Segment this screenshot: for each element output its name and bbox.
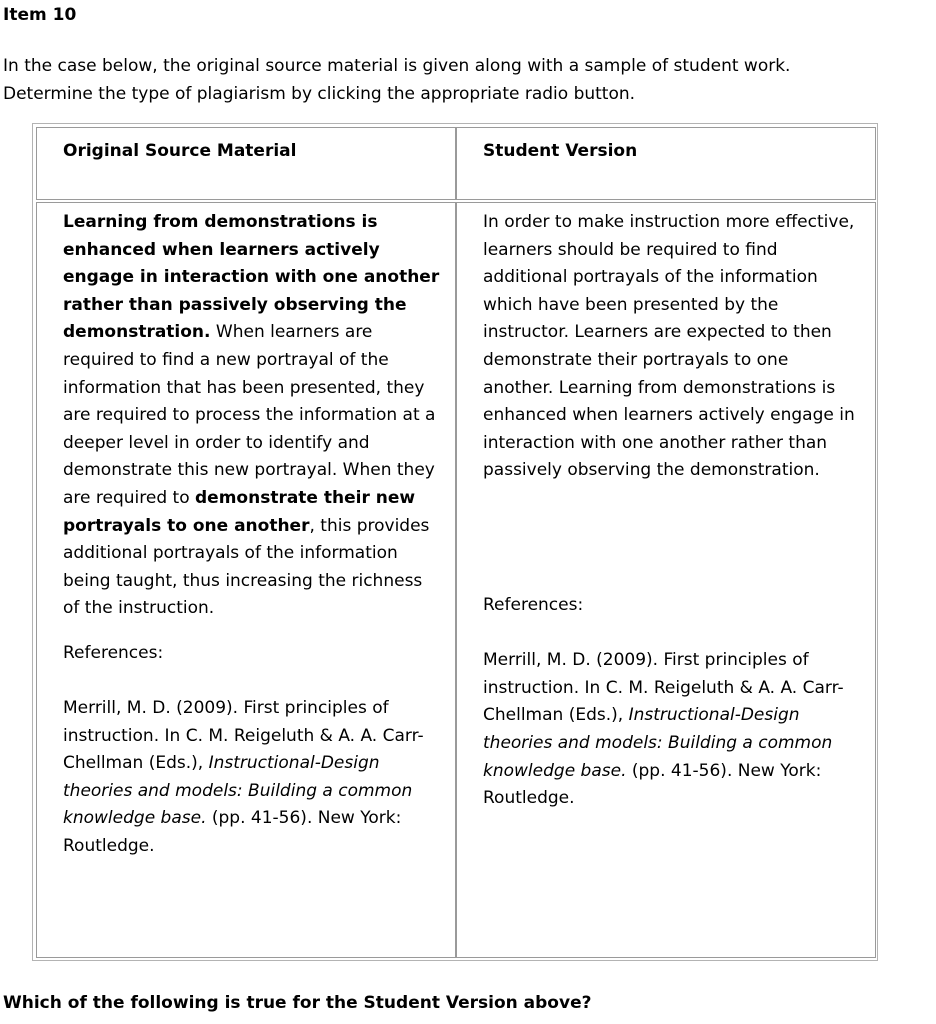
instructions-line-2: Determine the type of plagiarism by clicking the appropriate radio button. — [3, 83, 636, 104]
original-ref-part1: Merrill, M. D. (2009). First principles of instruction. In C. M. Reigeluth & A. A. Carr-Chellman (Eds.), — [63, 698, 424, 774]
original-header-cell — [36, 127, 456, 200]
original-ref-part2: (pp. 41-56). New York: Routledge. — [63, 808, 402, 857]
original-text-end: , this provides additional portrayals of the information being taught, thus increasing the richness of the instruction. — [63, 515, 430, 619]
instructions — [3, 53, 903, 108]
original-ref-italic: Instructional-Design theories and models: Building a common knowledge base. — [63, 753, 413, 829]
student-reference-citation — [483, 647, 858, 813]
instructions-line-1: In the case below, the original source material is given along with a sample of student work. — [3, 56, 791, 76]
original-source-cell — [36, 202, 456, 958]
original-header: Original Source Material — [63, 141, 297, 161]
original-bold-intro: Learning from demonstrations is enhanced when learners actively engage in interaction with one another rather than passively observing the demonstration. — [63, 212, 440, 343]
original-bold-middle: demonstrate their new portrayals to one another — [63, 487, 416, 536]
item-title: Item 10 — [3, 5, 77, 25]
student-header-cell — [456, 127, 876, 200]
student-ref-part1: Merrill, M. D. (2009). First principles of instruction. In C. M. Reigeluth & A. A. Carr-Chellman (Eds.), — [483, 650, 844, 726]
original-text-middle: When learners are required to find a new portrayal of the information that has been presented, they are required to process the information at a deeper level in order to identify and demonstrate this new portrayal. When they are required to — [63, 322, 436, 508]
student-version-cell — [456, 202, 876, 958]
student-references-label: References: — [483, 594, 584, 615]
student-paragraph: In order to make instruction more effective, learners should be required to find additional portrayals of the information which have been presented by the instructor. Learners are expected to then demonstrate their portrayals to one another. Learning from demonstrations is enhanced when learners actively engage in interaction with one another rather than passively observing the demonstration. — [483, 212, 855, 481]
original-references-label: References: — [63, 642, 164, 663]
student-header: Student Version — [483, 141, 638, 161]
student-ref-italic: Instructional-Design theories and models: Building a common knowledge base. — [483, 705, 833, 781]
comparison-table — [32, 123, 878, 961]
original-source-text — [63, 209, 441, 861]
question-prompt: Which of the following is true for the Student Version above? — [3, 993, 592, 1013]
student-ref-part2: (pp. 41-56). New York: Routledge. — [483, 760, 822, 809]
original-reference-citation — [63, 695, 441, 861]
student-version-text — [483, 209, 858, 813]
original-source-paragraph — [63, 209, 441, 623]
